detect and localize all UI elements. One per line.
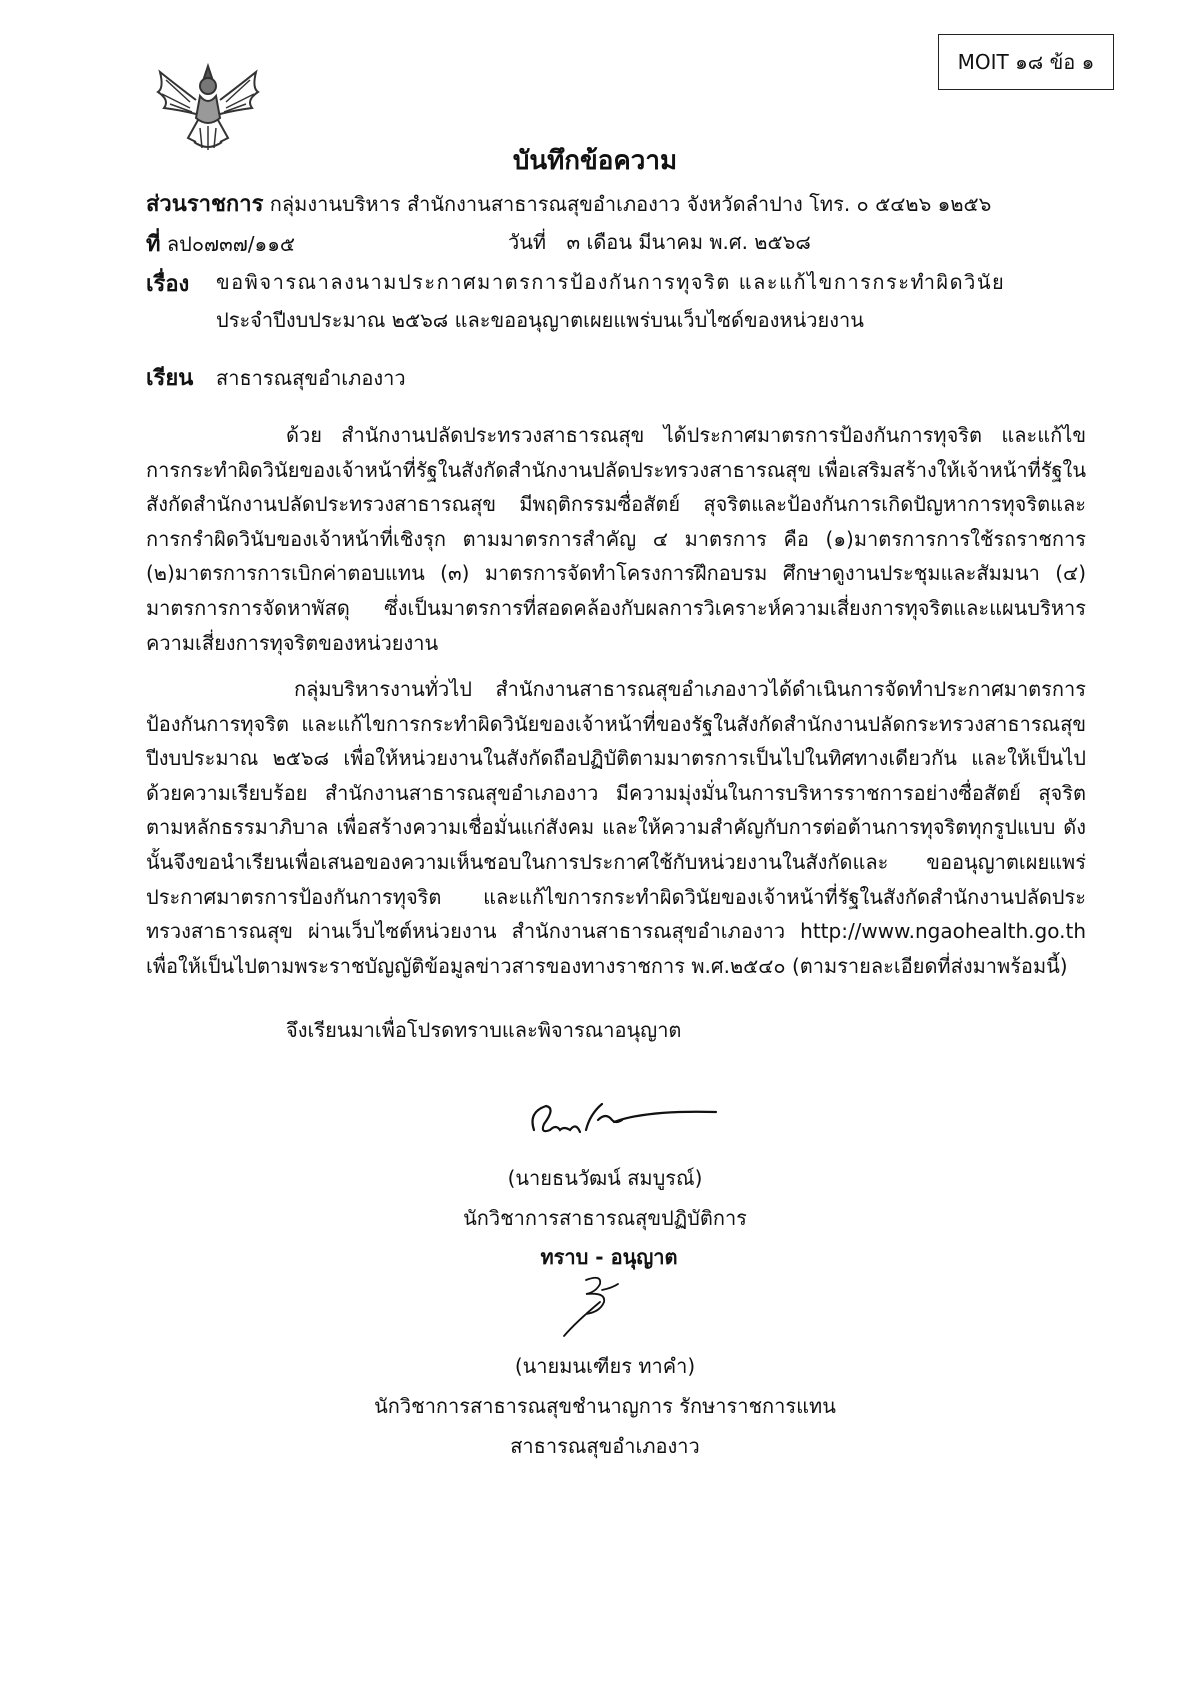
body-paragraph-1: ด้วย สำนักงานปลัดประทรวงสาธารณสุข ได้ประกาศมาตรการป้องกันการทุจริต และแก้ไขการกระทำผิดวินัยของเจ้าหน้าที่รัฐในสังกัดสำนักงานปลัดประทรวงสาธารณสุข เพื่อเสริมสร้างให้เจ้าหน้าที่รัฐในสังกัดสำนักงานปลัดประทรวงสาธารณสุข มีพฤติกรรมซื่อสัตย์ สุจริตและป้องกันการเกิดปัญหาการทุจริตและการกรำผิดวินับของเจ้าหน้าที่เชิงรุก ตามมาตรการสำคัญ ๔ มาตรการ คือ (๑)มาตรการการใช้รถราชการ (๒)มาตรการการเบิกค่าตอบแทน (๓) มาตรการจัดทำโครงการฝึกอบรม ศึกษาดูงานประชุมและสัมมนา (๔) มาตรการการจัดหาพัสดุ ซึ่งเป็นมาตรการที่สอดคล้องกับผลการวิเคราะห์ความเสี่ยงการทุจริตและแผนบริหารความเสี่ยงการทุจริตของหน่วยงาน xyxy=(146,423,1086,655)
subject-label: เรื่อง xyxy=(146,272,190,297)
addressee-label: เรียน xyxy=(146,366,194,391)
date-line xyxy=(508,226,811,258)
department-value: กลุ่มงานบริหาร สำนักงานสาธารณสุขอำเภองาว จังหวัดลำปาง โทร. ๐ ๕๔๒๖ ๑๒๕๖ xyxy=(269,192,992,216)
reference-value: ลป๐๗๓๗/๑๑๕ xyxy=(166,232,296,256)
signer-2-position: นักวิชาการสาธารณสุขชำนาญการ รักษาราชการแทน xyxy=(374,1394,836,1418)
subject-line-2: ประจำปีงบประมาณ ๒๕๖๘ และขออนุญาตเผยแพร่บนเว็บไซด์ของหน่วยงาน xyxy=(216,308,864,332)
document-code-box xyxy=(938,34,1114,90)
signer-2-title: สาธารณสุขอำเภองาว xyxy=(510,1434,700,1458)
department-line xyxy=(146,186,991,221)
date-value: ๓ เดือน มีนาคม พ.ศ. ๒๕๖๘ xyxy=(566,230,811,254)
signer-1-position: นักวิชาการสาธารณสุขปฏิบัติการ xyxy=(463,1206,747,1230)
reference-label: ที่ xyxy=(146,232,161,257)
reference-line xyxy=(146,226,295,261)
signer-1-name: (นายธนวัฒน์ สมบูรณ์) xyxy=(507,1166,703,1190)
signer-2-name: (นายมนเฑียร ทาคำ) xyxy=(514,1354,696,1378)
body-paragraph-2: กลุ่มบริหารงานทั่วไป สำนักงานสาธารณสุขอำเภองาวได้ดำเนินการจัดทำประกาศมาตรการป้องกันการทุจริต และแก้ไขการกระทำผิดวินัยของเจ้าหน้าที่ของรัฐในสังกัดสำนักงานปลัดกระทรวงสาธารณสุข ปีงบประมาณ ๒๕๖๘ เพื่อให้หน่วยงานในสังกัดถือปฏิบัติตามมาตรการเป็นไปในทิศทางเดียวกัน และให้เป็นไปด้วยความเรียบร้อย สำนักงานสาธารณสุขอำเภองาว มีความมุ่งมั่นในการบริหารราชการอย่างซื่อสัตย์ สุจริตตามหลักธรรมาภิบาล เพื่อสร้างความเชื่อมั่นแก่สังคม และให้ความสำคัญกับการต่อต้านการทุจริตทุกรูปแบบ ดังนั้นจึงขอนำเรียนเพื่อเสนอของความเห็นชอบในการประกาศใช้กับหน่วยงานในสังกัดและ ขออนุญาตเผยแพร่ประกาศมาตรการป้องกันการทุจริต และแก้ไขการกระทำผิดวินัยของเจ้าหน้าที่รัฐในสังกัดสำนักงานปลัดประทรวงสาธารณสุข ผ่านเว็บไซต์หน่วยงาน สำนักงานสาธารณสุขอำเภองาว http://www.ngaohealth.go.th เพื่อให้เป็นไปตามพระราชบัญญัติข้อมูลข่าวสารของทางราชการ พ.ศ.๒๕๔๐ (ตามรายละเอียดที่ส่งมาพร้อมนี้) xyxy=(146,677,1086,978)
signature-2-icon xyxy=(556,1272,636,1342)
subject-line-1: ขอพิจารณาลงนามประกาศมาตรการป้องกันการทุจริต และแก้ไขการกระทำผิดวินัย xyxy=(216,270,1006,294)
department-label: ส่วนราชการ xyxy=(146,192,264,217)
addressee-value: สาธารณสุขอำเภองาว xyxy=(216,366,406,390)
memo-title: บันทึกข้อความ xyxy=(512,146,678,176)
closing-line: จึงเรียนมาเพื่อโปรดทราบและพิจารณาอนุญาต xyxy=(286,1018,682,1042)
document-code: MOIT ๑๘ ข้อ ๑ xyxy=(957,50,1095,74)
signature-1-icon xyxy=(526,1090,722,1146)
approval-text: ทราบ - อนุญาต xyxy=(540,1245,678,1269)
date-label: วันที่ xyxy=(508,230,547,254)
